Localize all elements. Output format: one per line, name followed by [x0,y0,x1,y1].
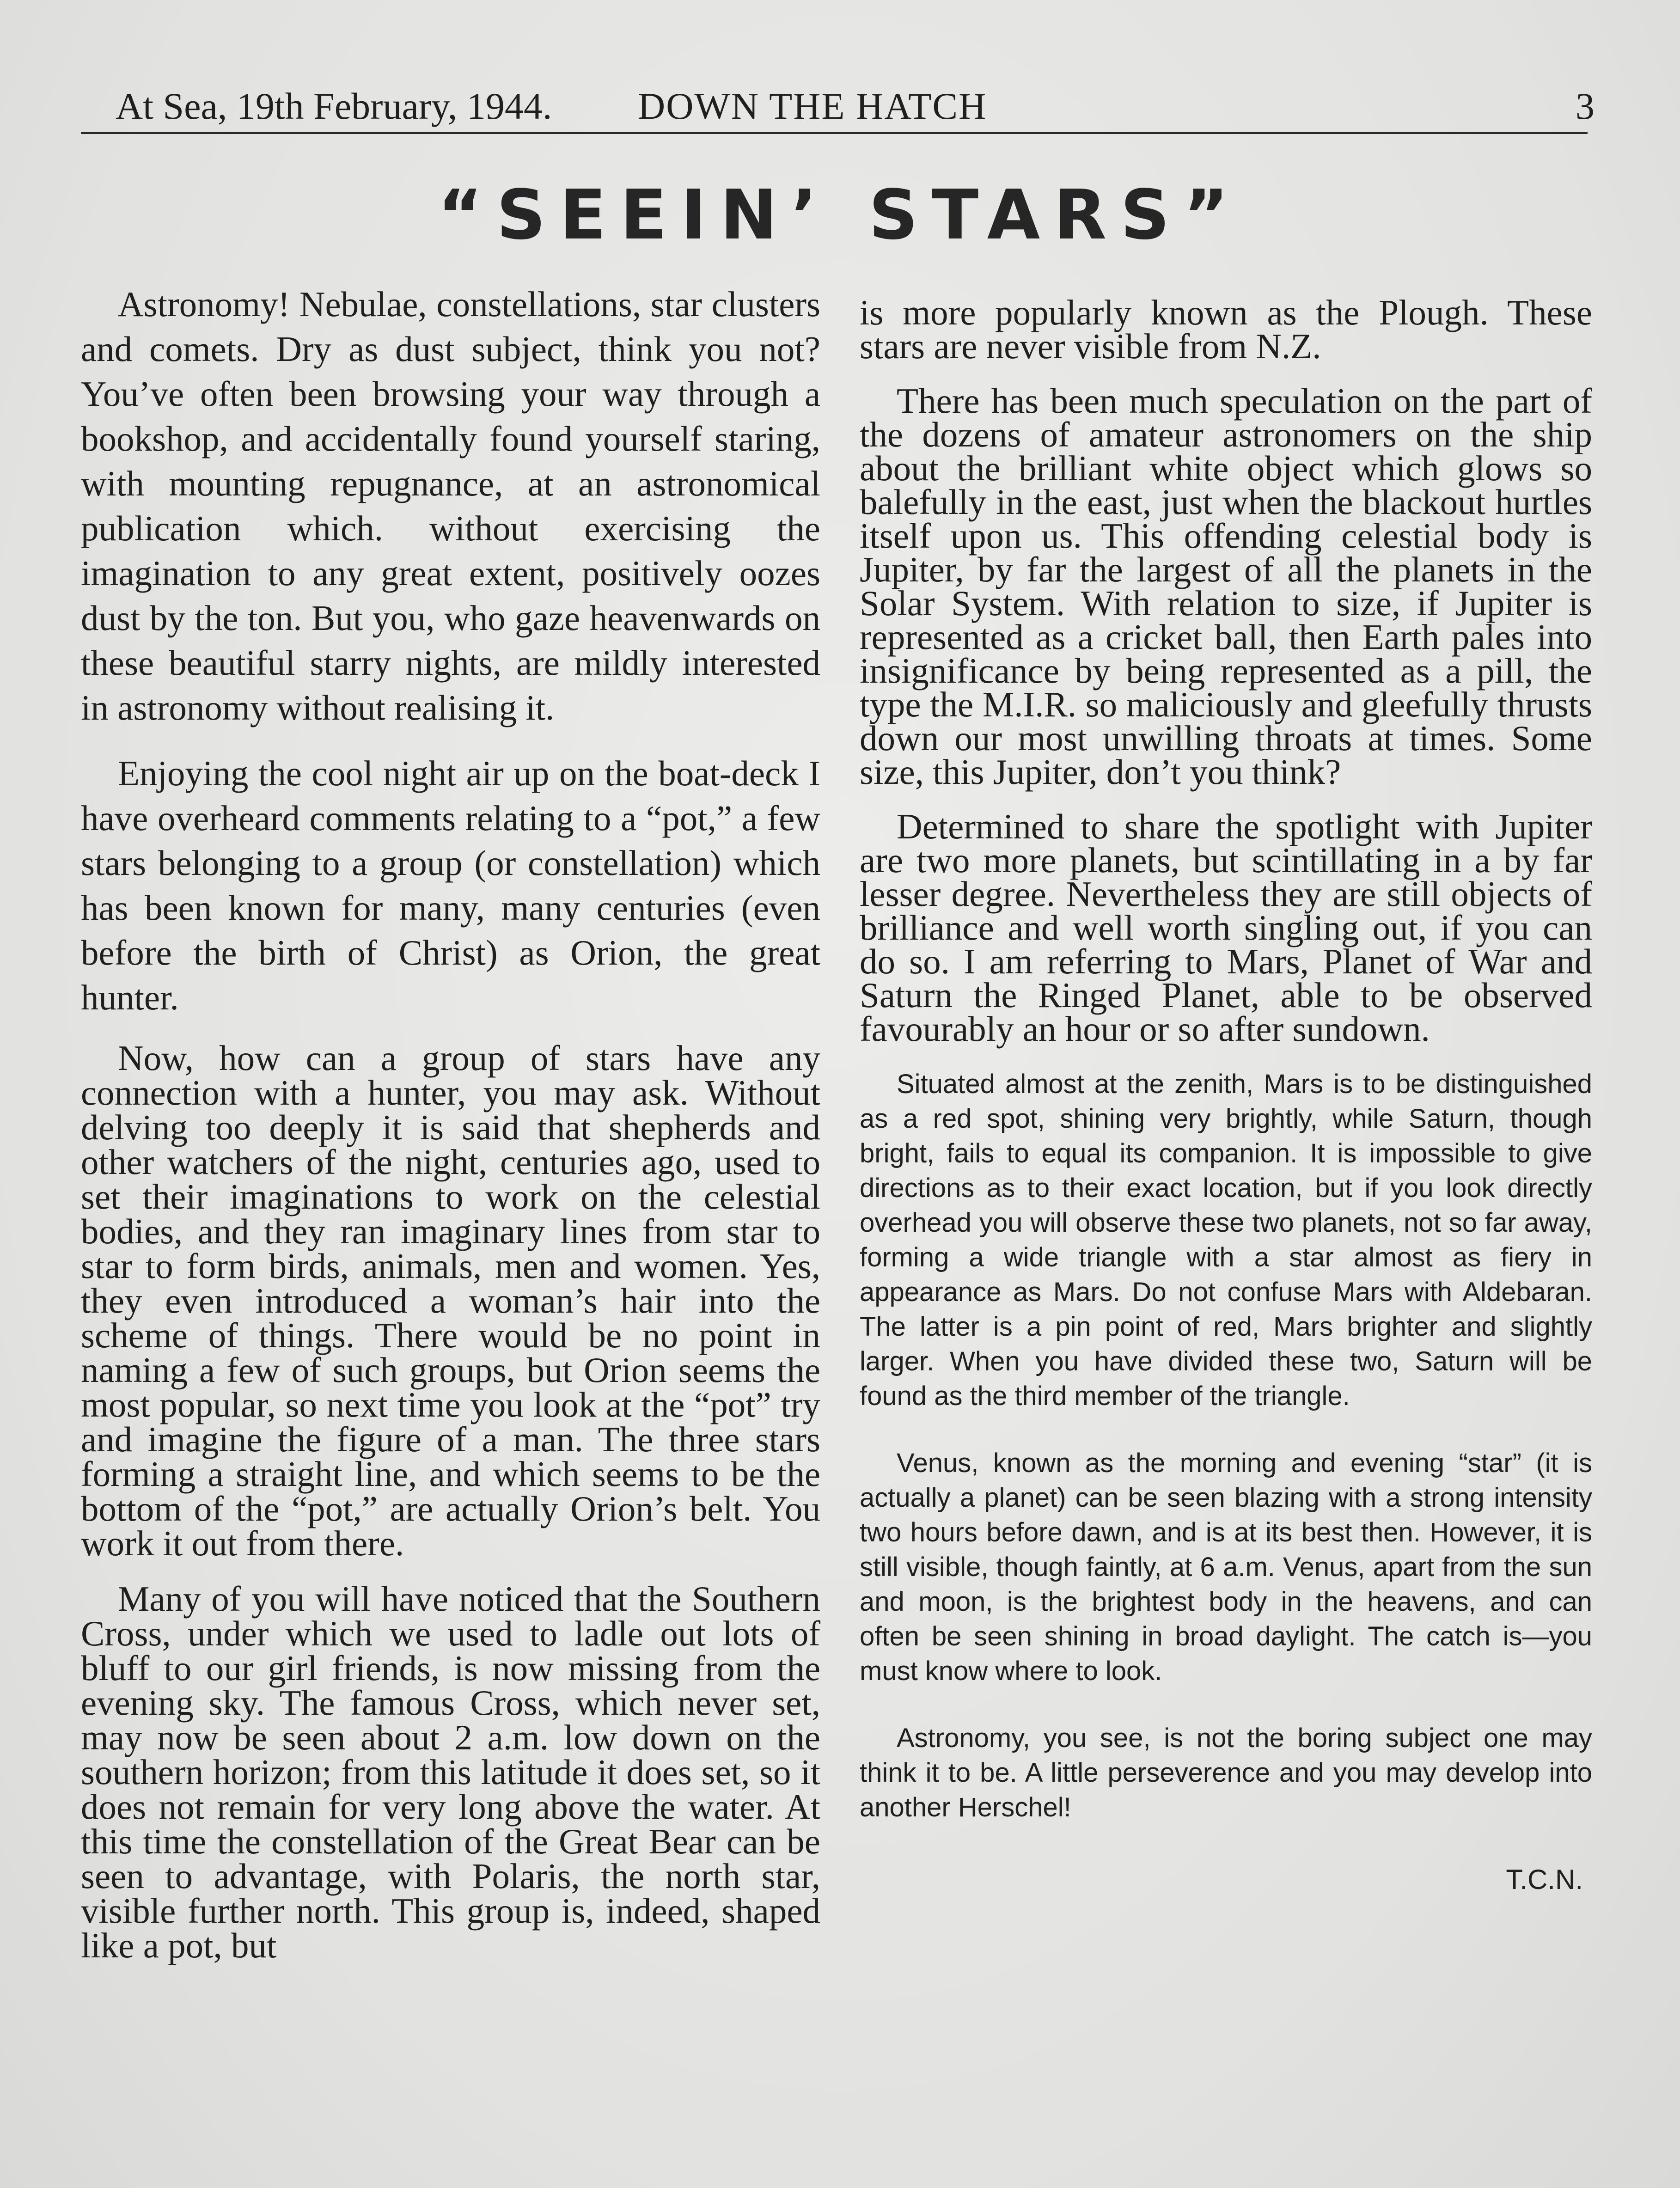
header-rule [81,132,1588,134]
publication-title: DOWN THE HATCH [638,85,987,127]
paragraph: Many of you will have noticed that the Southern Cross, under which we used to ladle out lots of bluff to our girl friends, is now missing from the evening sky. The famous Cross, which never set, may now be seen about 2 a.m. low down on the southern horizon; from this latitude it does set, so it does not remain for very long above the water. At this time the constellation of the Great Bear can be seen to advantage, with Polaris, the north star, visible further north. This group is, indeed, shaped like a pot, but [81,1579,820,1965]
paragraph: Determined to share the spotlight with Jupiter are two more planets, but scintillating in a by far lesser degree. Nevertheless they are still objects of brilliance and well worth singling out, if you can do so. I am referring to Mars, Planet of War and Saturn the Ringed Planet, able to be observed favourably an hour or so after sundown. [860,807,1592,1049]
paragraph: Enjoying the cool night air up on the boat-deck I have overheard comments relating to a “pot,” a few stars belonging to a group (or constellation) which has been known for many, many centuries (even before the birth of Christ) as Orion, the great hunter. [81,753,820,1017]
masthead [81,79,1597,134]
paragraph: Astronomy, you see, is not the boring subject one may think it to be. A little perseverence and you may develop into another Herschel! [860,1723,1592,1822]
paragraph: Astronomy! Nebulae, constellations, star clusters and comets. Dry as dust subject, think you not? You’ve often been browsing your way through a bookshop, and accidentally found yourself staring, with mounting repugnance, at an astronomical publication which. without exercising the imagination to any great extent, positively oozes dust by the ton. But you, who gaze heavenwards on these beautiful starry nights, are mildly interested in astronomy without realising it. [81,284,820,727]
paragraph: There has been much speculation on the part of the dozens of amateur astronomers on the ship about the brilliant white object which glows so balefully in the east, just when the blackout hurtles itself upon us. This offending celestial body is Jupiter, by far the largest of all the planets in the Solar System. With relation to size, if Jupiter is represented as a cricket ball, then Earth pales into insignificance by being represented as a pill, the type the M.I.R. so maliciously and gleefully thrusts down our most unwilling throats at times. Some size, this Jupiter, don’t you think? [860,381,1592,792]
left-column [81,282,820,1984]
paragraph: Situated almost at the zenith, Mars is to be distinguished as a red spot, shining very brightly, while Saturn, though bright, fails to equal its companion. It is impossible to give directions as to their exact location, but if you look directly overhead you will observe these two planets, not so far away, forming a wide triangle with a star almost as fiery in appearance as Mars. Do not confuse Mars with Aldebaran. The latter is a pin point of red, Mars brighter and slightly larger. When you have divided these two, Saturn will be found as the third member of the triangle. [860,1069,1592,1411]
page-number: 3 [1576,85,1594,127]
article-title: “SEEIN’ STARS” [437,175,1243,255]
issue-date: At Sea, 19th February, 1944. [116,85,552,127]
right-column [860,293,1592,1902]
paragraph: Now, how can a group of stars have any connection with a hunter, you may ask. Without delving too deeply it is said that shepherds and other watchers of the night, centuries ago, used to set their imaginations to work on the celestial bodies, and they ran imaginary lines from star to star to form birds, animals, men and women. Yes, they even introduced a woman’s hair into the scheme of things. There would be no point in naming a few of such groups, but Orion seems the most popular, so next time you look at the “pot” try and imagine the figure of a man. The three stars forming a straight line, and which seems to be the bottom of the “pot,” are actually Orion’s belt. You work it out from there. [81,1038,820,1563]
author-signature: T.C.N. [1506,1864,1583,1895]
paragraph: is more popularly known as the Plough. These stars are never visible from N.Z. [860,293,1592,366]
paragraph: Venus, known as the morning and evening “star” (it is actually a planet) can be seen blazing with a strong intensity two hours before dawn, and is at its best then. However, it is still visible, though faintly, at 6 a.m. Venus, apart from the sun and moon, is the brightest body in the heavens, and can often be seen shining in broad daylight. The catch is—you must know where to look. [860,1448,1592,1686]
